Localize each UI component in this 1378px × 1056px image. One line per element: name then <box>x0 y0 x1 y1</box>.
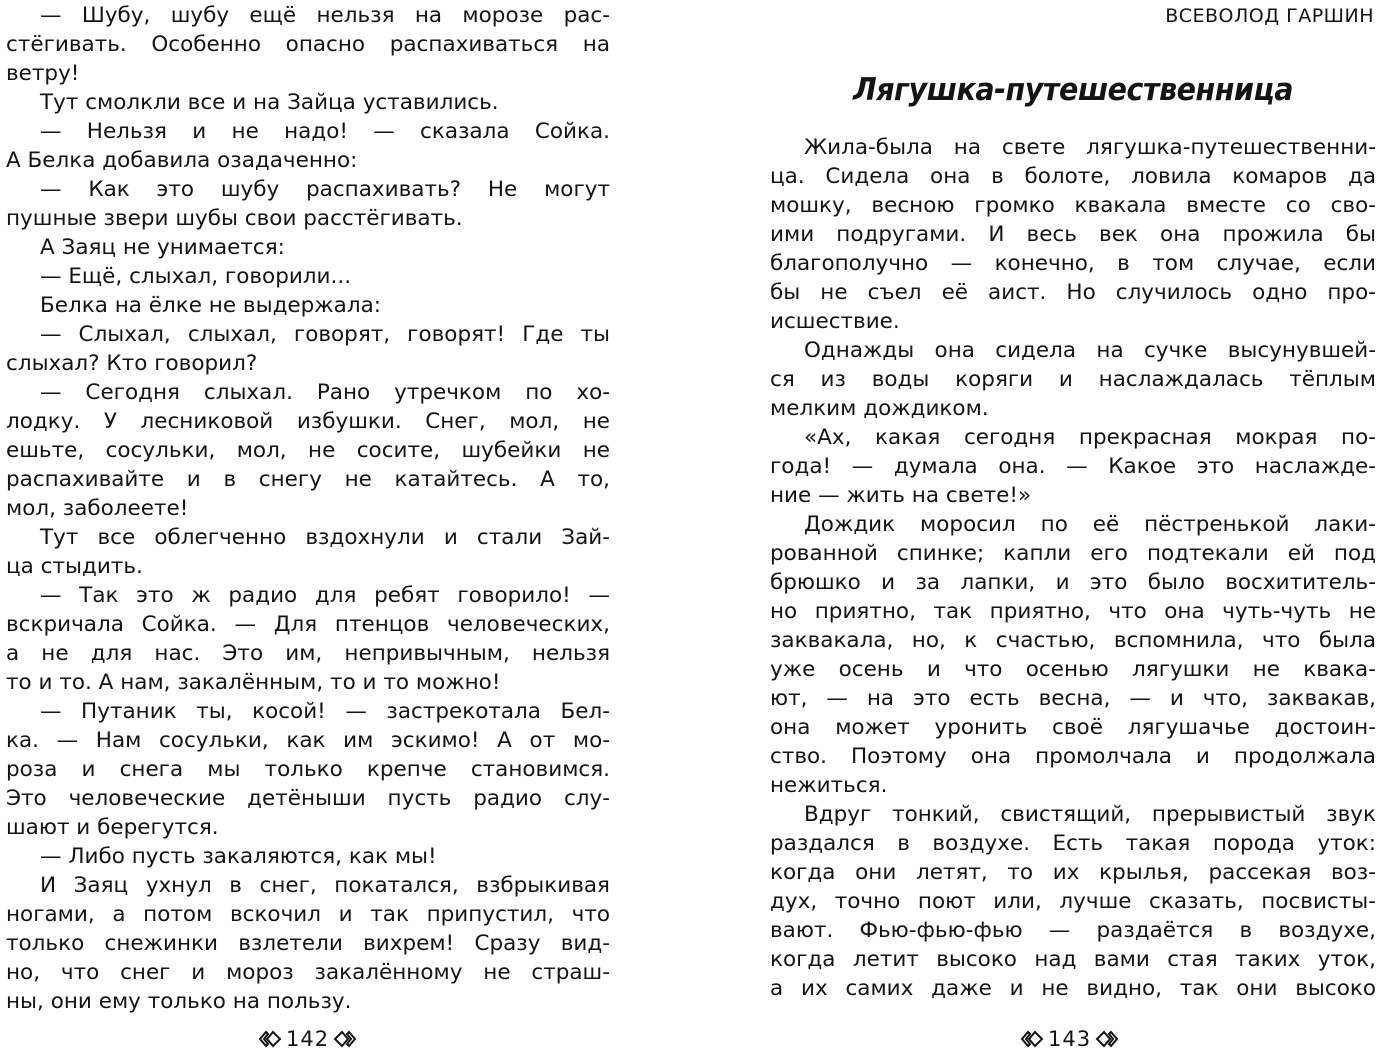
text-line: роза и снега мы только крепче становимся. <box>6 757 610 782</box>
text-line: Это человеческие детёныши пусть радио слу- <box>6 786 610 811</box>
running-header: ВСЕВОЛОД ГАРШИН <box>1165 5 1374 27</box>
text-line: «Ах, какая сегодня прекрасная мокрая по- <box>804 425 1376 450</box>
text-line: — Путаник ты, косой! — застрекотала Бел- <box>40 699 610 724</box>
text-line: — Шубу, шубу ещё нельзя на морозе рас- <box>40 3 610 28</box>
text-line: брюшко и за лапки, и это было восхититель- <box>770 570 1376 595</box>
text-line: — Ещё, слыхал, говорили... <box>40 264 352 289</box>
text-line: но, что снег и мороз закалённому не страш- <box>6 960 610 985</box>
text-line: то и то. А нам, закалённым, то и то можно! <box>6 670 501 695</box>
text-line: ство. Поэтому она промолчала и продолжала <box>770 744 1376 769</box>
text-line: шают и берегутся. <box>6 815 219 840</box>
ornament-right-icon <box>1095 1028 1119 1050</box>
text-line: уже осень и что осенью лягушки не квака- <box>770 657 1376 682</box>
text-line: Белка на ёлке не выдержала: <box>40 293 382 318</box>
text-line: бы не съел её аист. Но случилось одно про- <box>770 280 1376 305</box>
text-line: — Сегодня слыхал. Рано утречком по хо- <box>40 380 610 405</box>
text-line: Тут смолкли все и на Зайца уставились. <box>40 90 499 115</box>
text-line: года! — думала она. — Какое это наслажде- <box>770 454 1376 479</box>
text-line: — Слыхал, слыхал, говорят, говорят! Где ты <box>40 322 610 347</box>
text-line: Однажды она сидела на сучке высунувшей- <box>804 338 1376 363</box>
text-line: пушные звери шубы свои расстёгивать. <box>6 206 463 231</box>
text-line: только снежинки взлетели вихрем! Сразу вид- <box>6 931 610 956</box>
text-line: стёгивать. Особенно опасно распахиваться на <box>6 32 610 57</box>
text-line: вают. Фью-фью-фью — раздаётся в воздухе, <box>770 918 1376 943</box>
text-line: ся из воды коряги и наслаждалась тёплым <box>770 367 1376 392</box>
text-line: — Так это ж радио для ребят говорило! — <box>40 583 610 608</box>
text-line: — Нельзя и не надо! — сказала Сойка. <box>40 119 610 144</box>
ornament-left-icon <box>258 1028 282 1050</box>
text-line: Тут все облегченно вздохнули и стали Зай- <box>40 525 610 550</box>
ornament-left-icon <box>1020 1028 1044 1050</box>
text-line: — Как это шубу распахивать? Не могут <box>40 177 610 202</box>
text-line: ны, они ему только на пользу. <box>6 989 352 1014</box>
text-line: ца. Сидела она в болоте, ловила комаров да <box>770 164 1376 189</box>
page-number-142: 142 <box>286 1027 330 1051</box>
text-line: исшествие. <box>770 309 900 334</box>
text-line: ими подругами. И весь век она прожила бы <box>770 222 1376 247</box>
text-line: вскричала Сойка. — Для птенцов человеческих, <box>6 612 610 637</box>
text-line: А Заяц не унимается: <box>40 235 285 260</box>
ornament-right-icon <box>333 1028 357 1050</box>
text-line: ногами, а потом вскочил и так припустил, что <box>6 902 610 927</box>
text-line: она может уронить своё лягушачье достоин- <box>770 715 1376 740</box>
text-line: дух, точно поют или, лучше сказать, посвисты- <box>770 889 1376 914</box>
text-line: И Заяц ухнул в снег, покатался, взбрыкивая <box>40 873 610 898</box>
text-line: нежиться. <box>770 773 888 798</box>
text-line: — Либо пусть закаляются, как мы! <box>40 844 437 869</box>
text-line: мол, заболеете! <box>6 496 189 521</box>
text-line: а не для нас. Это им, непривычным, нельзя <box>6 641 610 666</box>
text-line: но приятно, так приятно, что она чуть-чуть не <box>770 599 1376 624</box>
right-page <box>770 0 1376 1056</box>
text-line: раздался в воздухе. Есть такая порода уток: <box>770 831 1376 856</box>
left-page-text <box>6 1 610 1016</box>
text-line: распахивайте и в снегу не катайтесь. А то, <box>6 467 610 492</box>
text-line: лодку. У лесниковой избушки. Снег, мол, не <box>6 409 610 434</box>
text-line: благополучно — конечно, в том случае, если <box>770 251 1376 276</box>
page-number-143: 143 <box>1048 1027 1092 1051</box>
left-page-number <box>258 1022 357 1056</box>
text-line: когда летит высоко над вами стая таких уток, <box>770 947 1376 972</box>
text-line: ешьте, сосульки, мол, не сосите, шубейки не <box>6 438 610 463</box>
text-line: А Белка добавила озадаченно: <box>6 148 358 173</box>
right-page-text <box>770 133 1376 1003</box>
right-page-number <box>1020 1022 1119 1056</box>
text-line: а их самих даже и не видно, так они высоко <box>770 976 1376 1001</box>
text-line: Вдруг тонкий, свистящий, прерывистый звук <box>804 802 1376 827</box>
text-line: ка. — Нам сосульки, как им эскимо! А от мо- <box>6 728 610 753</box>
text-line: мелким дождиком. <box>770 396 989 421</box>
text-line: ют, — на это есть весна, — и что, заквакав, <box>770 686 1376 711</box>
left-page <box>6 0 610 1056</box>
text-line: мошку, весною громко квакала вместе со сво- <box>770 193 1376 218</box>
text-line: Жила-была на свете лягушка-путешественни- <box>804 135 1376 160</box>
text-line: ца стыдить. <box>6 554 143 579</box>
text-line: Дождик моросил по её пёстренькой лаки- <box>804 512 1376 537</box>
text-line: ветру! <box>6 61 80 86</box>
text-line: когда они летят, то их крылья, рассекая воз- <box>770 860 1376 885</box>
text-line: ние — жить на свете!» <box>770 483 1032 508</box>
text-line: слыхал? Кто говорил? <box>6 351 258 376</box>
text-line: заквакала, но, к счастью, вспомнила, что была <box>770 628 1376 653</box>
text-line: рованной спинке; капли его подтекали ей под <box>770 541 1376 566</box>
story-title: Лягушка-путешественница <box>852 72 1294 108</box>
